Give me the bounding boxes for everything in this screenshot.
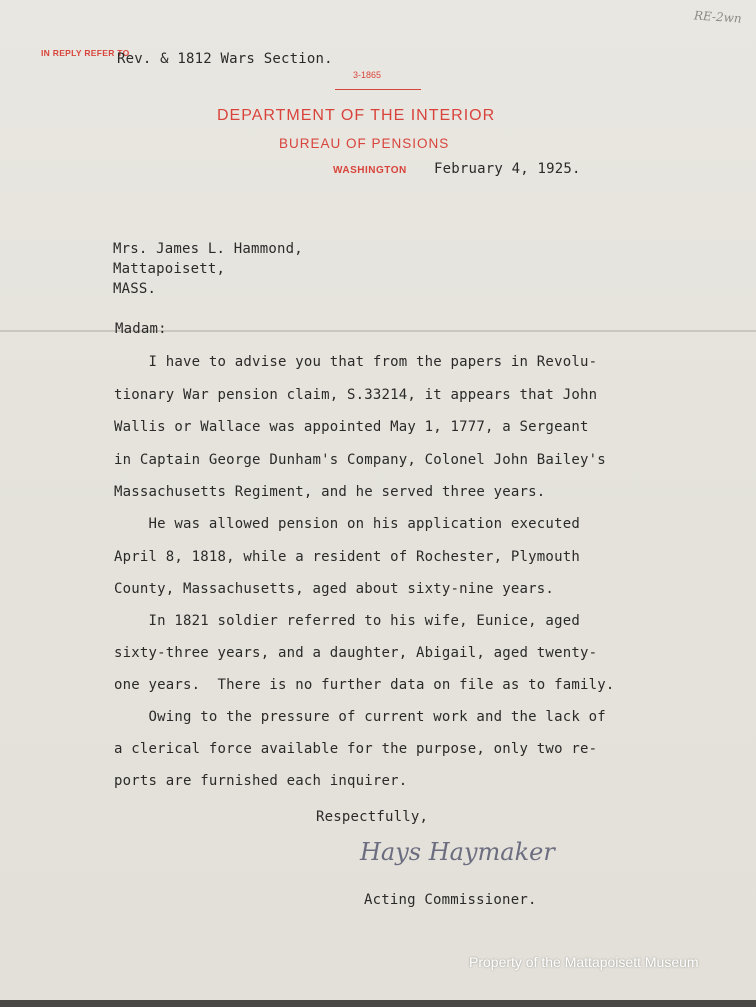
salutation: Madam: (115, 321, 167, 337)
body-line: one years. There is no further data on file as to family. (114, 677, 615, 693)
body-line: He was allowed pension on his application executed (114, 516, 580, 532)
city-label: WASHINGTON (333, 165, 407, 176)
department-heading: DEPARTMENT OF THE INTERIOR (217, 107, 496, 124)
reply-refer-label: IN REPLY REFER TO (41, 48, 130, 58)
body-line: a clerical force available for the purpose, only two re- (114, 741, 598, 757)
corner-note: RE-2wn (693, 8, 743, 26)
body-line: Wallis or Wallace was appointed May 1, 1777, a Sergeant (114, 419, 589, 435)
body-line: Massachusetts Regiment, and he served three years. (114, 484, 546, 500)
body-line: tionary War pension claim, S.33214, it appears that John (114, 387, 598, 403)
signature: Hays Haymaker (360, 838, 555, 866)
body-line: sixty-three years, and a daughter, Abigail, aged twenty- (114, 645, 598, 661)
signer-title: Acting Commissioner. (364, 892, 537, 908)
body-line: I have to advise you that from the papers in Revolu- (114, 354, 598, 370)
body-line: County, Massachusetts, aged about sixty-nine years. (114, 581, 555, 597)
recipient-line: MASS. (113, 281, 157, 297)
body-line: April 8, 1818, while a resident of Rochester, Plymouth (114, 549, 580, 565)
body-line: Owing to the pressure of current work and the lack of (114, 709, 606, 725)
paper-fold (0, 330, 756, 332)
body-line: In 1821 soldier referred to his wife, Eunice, aged (114, 613, 580, 629)
museum-watermark: Property of the Mattapoisett Museum (469, 954, 699, 970)
bureau-heading: BUREAU OF PENSIONS (279, 136, 450, 151)
page-bottom-edge (0, 1000, 756, 1007)
section-line: Rev. & 1812 Wars Section. (117, 51, 333, 67)
closing: Respectfully, (316, 809, 429, 825)
body-line: in Captain George Dunham's Company, Colonel John Bailey's (114, 452, 606, 468)
body-line: ports are furnished each inquirer. (114, 773, 408, 789)
reference-underline (335, 89, 421, 90)
letter-date: February 4, 1925. (434, 161, 581, 177)
recipient-line: Mrs. James L. Hammond, (113, 241, 303, 257)
recipient-line: Mattapoisett, (113, 261, 226, 277)
reference-number: 3-1865 (353, 70, 382, 80)
